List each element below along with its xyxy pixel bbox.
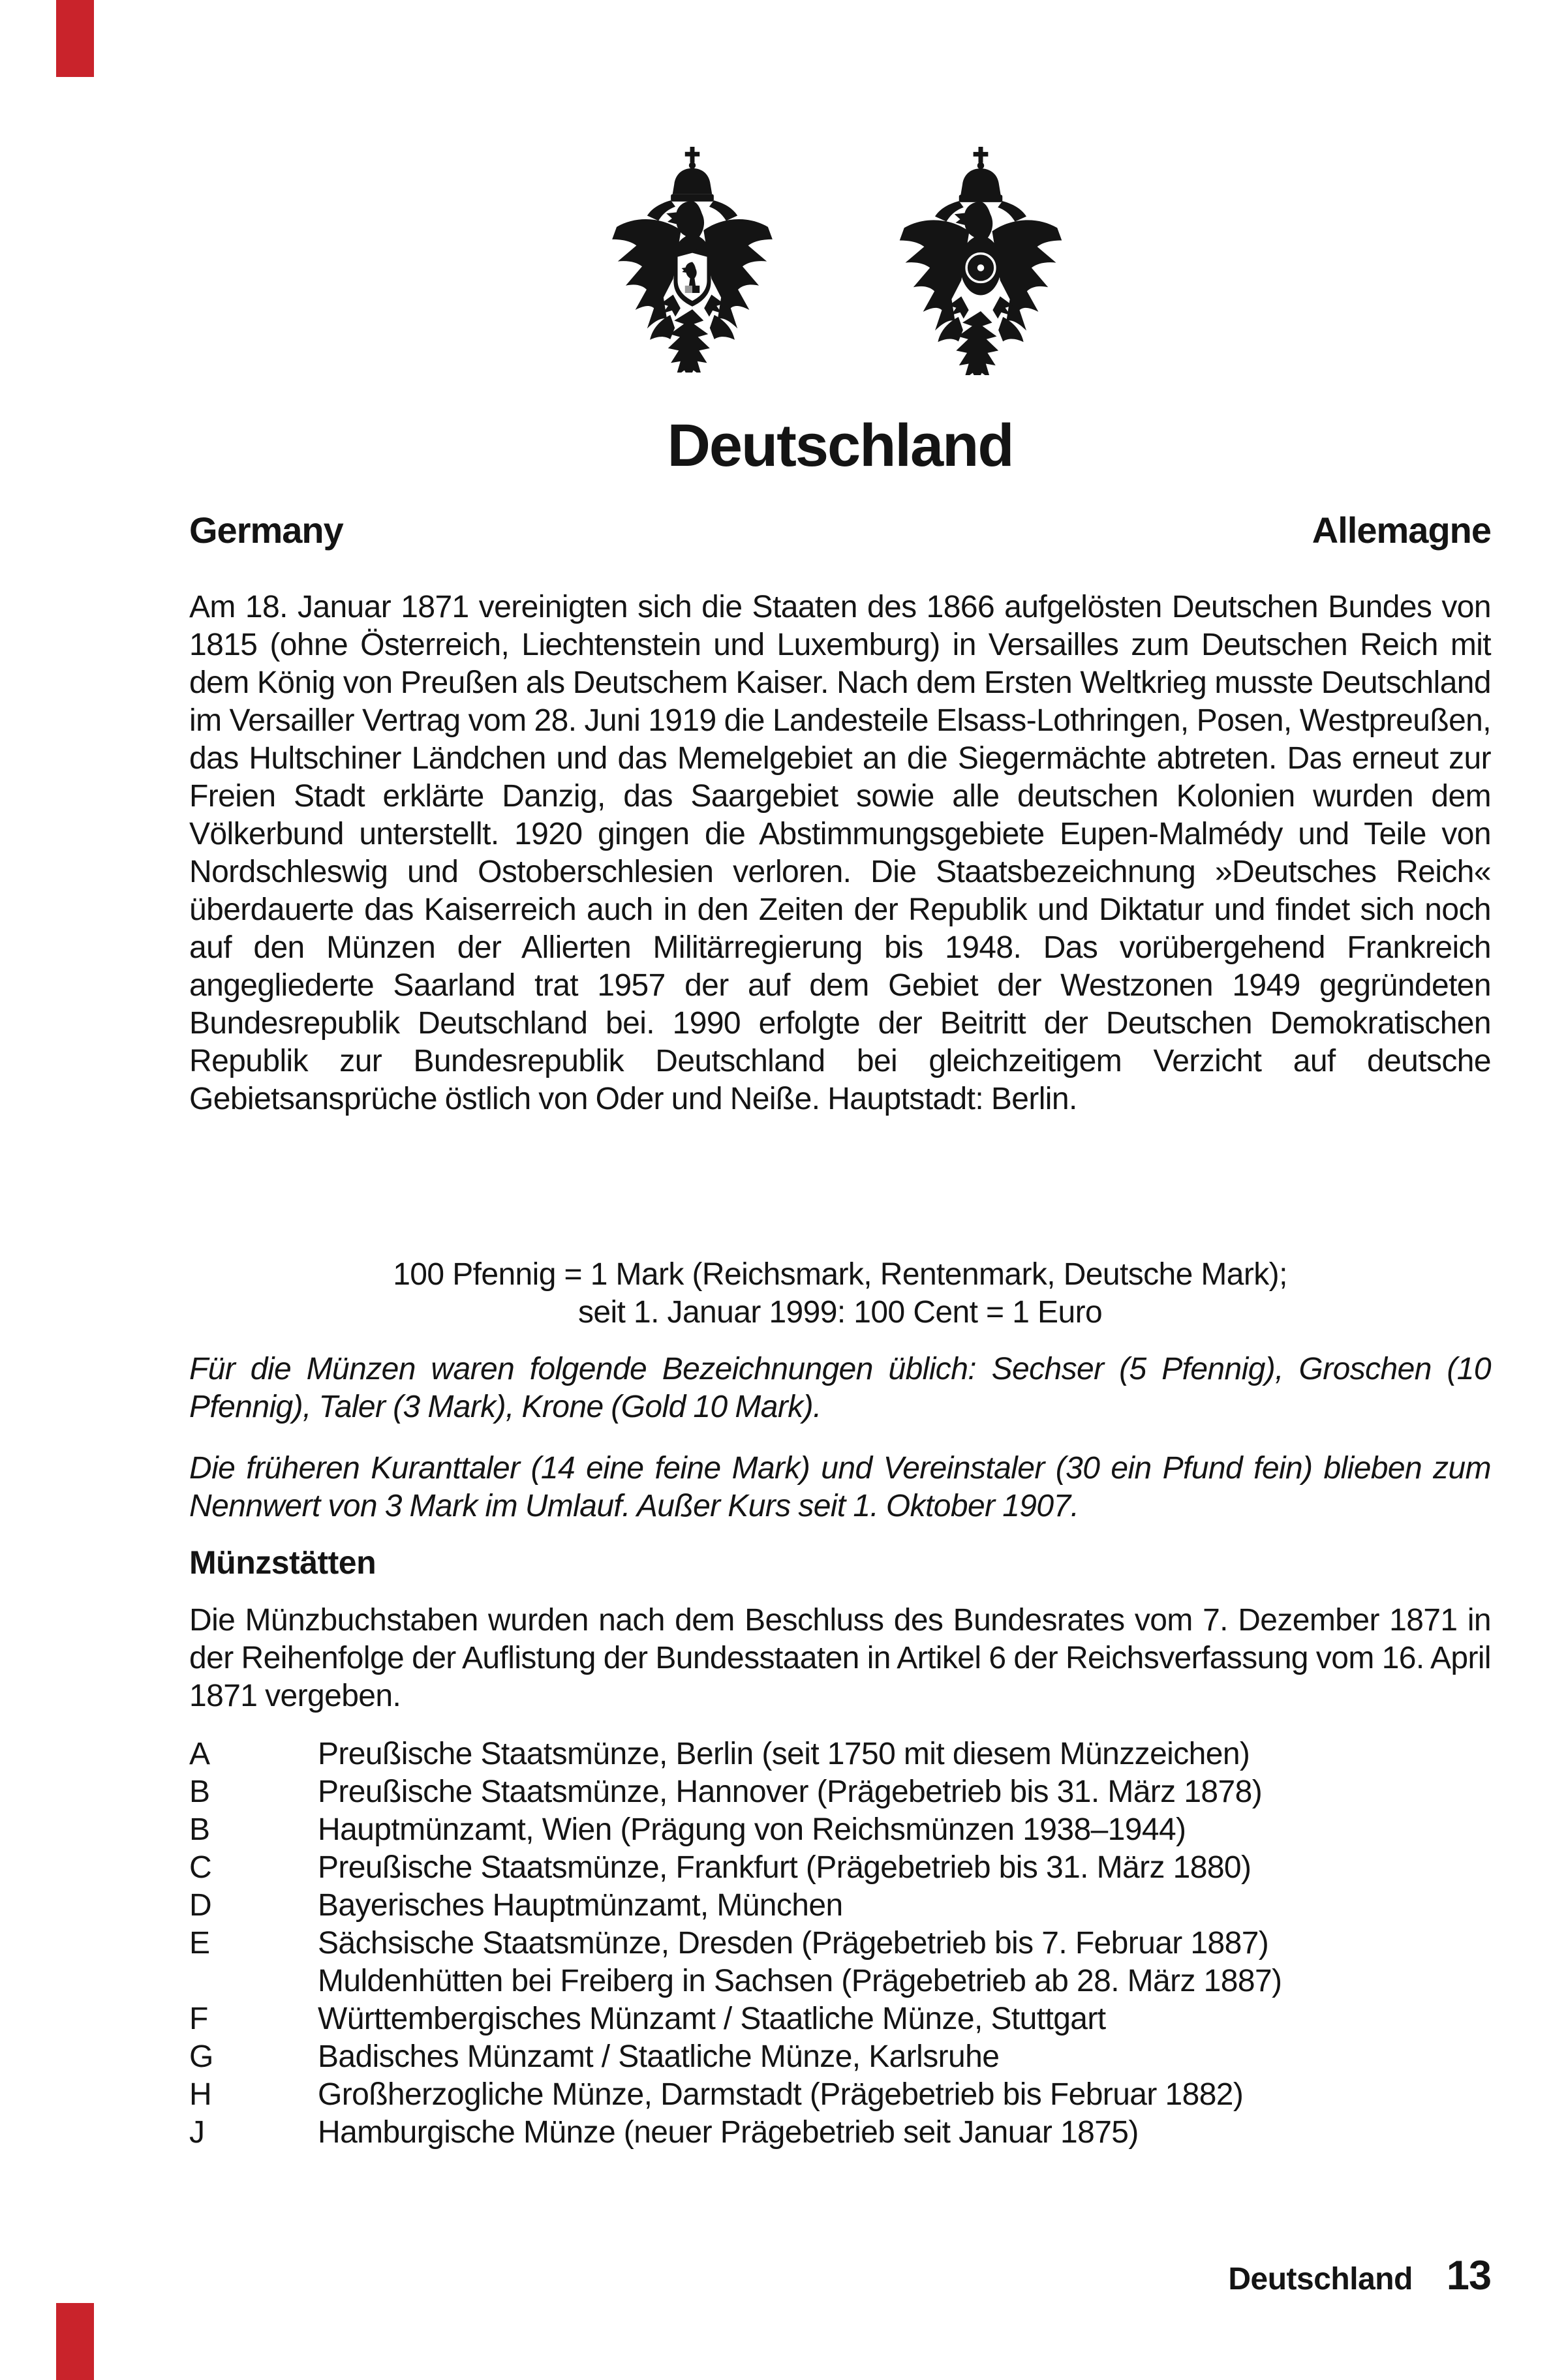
mint-row <box>189 1773 1491 1811</box>
mint-name: Bayerisches Hauptmünzamt, München <box>318 1888 843 1923</box>
page-title: Deutschland <box>667 412 1013 479</box>
mint-letter: A <box>189 1737 210 1771</box>
mint-row <box>189 1811 1491 1849</box>
mint-letter: J <box>189 2115 205 2150</box>
mint-row <box>189 1735 1491 1773</box>
imperial-eagle-1871-emblem-icon <box>599 147 786 373</box>
mint-row <box>189 2038 1491 2076</box>
page-edge-tab-bottom <box>56 2303 94 2380</box>
subtitle-french: Allemagne <box>1312 510 1491 551</box>
emblems-row <box>189 147 1491 375</box>
mint-letter: H <box>189 2077 212 2112</box>
mint-name: Preußische Staatsmünze, Berlin (seit 1750 mit diesem Münzzeichen) <box>318 1737 1250 1771</box>
mints-heading: Münzstätten <box>189 1544 376 1581</box>
mint-name: Badisches Münzamt / Staatliche Münze, Karlsruhe <box>318 2039 1000 2074</box>
taler-note: Die früheren Kuranttaler (14 eine feine Mark) und Vereinstaler (30 ein Pfund fein) blieben zum Nennwert von 3 Mark im Umlauf. Außer Kurs seit 1. Oktober 1907. <box>189 1451 1491 1523</box>
mint-letter: F <box>189 2002 208 2036</box>
mint-letter: E <box>189 1926 210 1960</box>
mint-letter: B <box>189 1775 210 1809</box>
subtitle-english: Germany <box>189 510 343 551</box>
mint-name: Hamburgische Münze (neuer Prägebetrieb seit Januar 1875) <box>318 2115 1139 2150</box>
imperial-eagle-1888-emblem-icon <box>880 147 1081 375</box>
denominations-note: Für die Münzen waren folgende Bezeichnungen üblich: Sechser (5 Pfennig), Groschen (10 Pfennig), Taler (3 Mark), Krone (Gold 10 Mark). <box>189 1352 1491 1424</box>
mint-letter: G <box>189 2039 213 2074</box>
mint-name: Hauptmünzamt, Wien (Prägung von Reichsmünzen 1938–1944) <box>318 1812 1186 1847</box>
mint-name: Württembergisches Münzamt / Staatliche Münze, Stuttgart <box>318 2002 1106 2036</box>
mint-list <box>189 1735 1491 2152</box>
history-paragraph: Am 18. Januar 1871 vereinigten sich die Staaten des 1866 aufgelösten Deutschen Bundes von 1815 (ohne Österreich, Liechtenstein und Luxemburg) in Versailles zum Deutschen Reich mit dem König von Preußen als Deutschem Kaiser. Nach dem Ersten Weltkrieg musste Deutschland im Versailler Vertrag vom 28. Juni 1919 die Landesteile Elsass-Lothringen, Posen, Westpreußen, das Hultschiner Ländchen und das Memelgebiet an die Siegermächte abtreten. Das erneut zur Freien Stadt erklärte Danzig, das Saargebiet sowie alle deutschen Kolonien wurden dem Völkerbund unterstellt. 1920 gingen die Abstimmungsgebiete Eupen-Malmédy und Teile von Nordschleswig und Ostoberschlesien verloren. Die Staatsbezeichnung »Deutsches Reich« überdauerte das Kaiserreich auch in den Zeiten der Republik und Diktatur und findet sich noch auf den Münzen der Allierten Militärregierung bis 1948. Das vorübergehend Frankreich angegliederte Saarland trat 1957 der auf dem Gebiet der Westzonen 1949 gegründeten Bundesrepublik Deutschland bei. 1990 erfolgte der Beitritt der Deutschen Demokratischen Republik zur Bundesrepublik Deutschland bei gleichzeitigem Verzicht auf deutsche Gebietsansprüche östlich von Oder und Neiße. Hauptstadt: Berlin. <box>189 590 1491 1116</box>
subtitle-row <box>189 509 1491 551</box>
page-number: 13 <box>1446 2253 1491 2298</box>
mint-letter: C <box>189 1850 212 1885</box>
mint-row <box>189 2076 1491 2114</box>
mint-row <box>189 1849 1491 1887</box>
mint-name: Großherzogliche Münze, Darmstadt (Prägebetrieb bis Februar 1882) <box>318 2077 1244 2112</box>
mint-row <box>189 2114 1491 2152</box>
currency-equivalence <box>189 1256 1491 1332</box>
mint-name: Preußische Staatsmünze, Frankfurt (Prägebetrieb bis 31. März 1880) <box>318 1850 1251 1885</box>
page-footer <box>189 2252 1491 2299</box>
mint-letter: B <box>189 1812 210 1847</box>
mint-name: Sächsische Staatsmünze, Dresden (Prägebetrieb bis 7. Februar 1887) <box>318 1926 1269 1960</box>
mint-row <box>189 2000 1491 2038</box>
mint-name: Muldenhütten bei Freiberg in Sachsen (Prägebetrieb ab 28. März 1887) <box>318 1964 1282 1998</box>
mint-letter: D <box>189 1888 212 1923</box>
mint-letter <box>189 1962 318 2000</box>
currency-line-1: 100 Pfennig = 1 Mark (Reichsmark, Rentenmark, Deutsche Mark); <box>393 1257 1287 1292</box>
mint-name: Preußische Staatsmünze, Hannover (Prägebetrieb bis 31. März 1878) <box>318 1775 1263 1809</box>
mint-row <box>189 1887 1491 1925</box>
mint-row <box>189 1962 1491 2000</box>
page-edge-tab-top <box>56 0 94 77</box>
footer-section-label: Deutschland <box>1228 2262 1413 2296</box>
currency-line-2: seit 1. Januar 1999: 100 Cent = 1 Euro <box>577 1295 1103 1330</box>
mints-intro-paragraph: Die Münzbuchstaben wurden nach dem Beschluss des Bundesrates vom 7. Dezember 1871 in der Reihenfolge der Auflistung der Bundesstaaten in Artikel 6 der Reichsverfassung vom 16. April 1871 vergeben. <box>189 1603 1491 1713</box>
mint-row <box>189 1925 1491 1962</box>
